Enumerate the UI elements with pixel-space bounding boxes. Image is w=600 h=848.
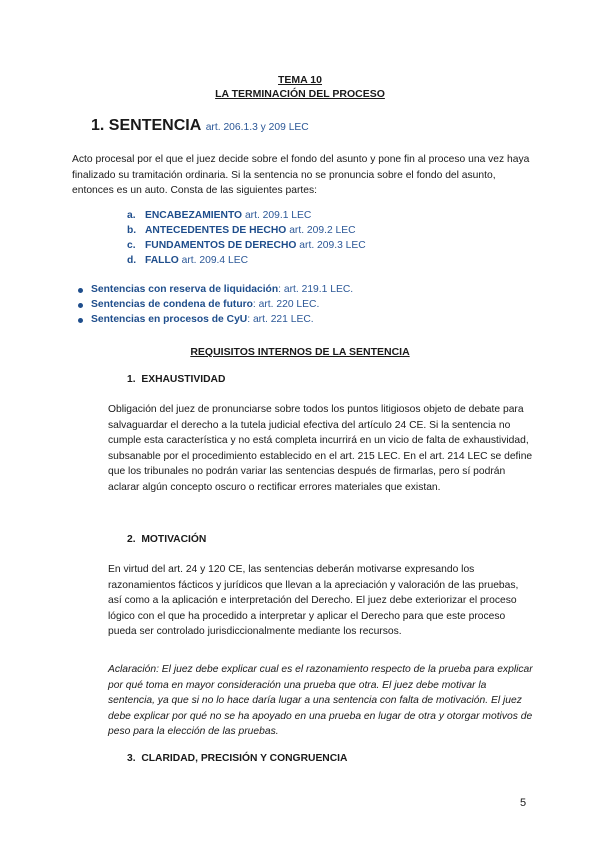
- tema-label: TEMA 10: [278, 74, 322, 86]
- section-ref: art. 206.1.3 y 209 LEC: [205, 122, 309, 133]
- bullet-icon: [78, 318, 83, 323]
- list-item: [127, 210, 311, 225]
- bullet-label: Sentencias de condena de futuro: [91, 299, 253, 310]
- requisito-number: 1.: [127, 374, 136, 385]
- requisito-title: CLARIDAD, PRECISIÓN Y CONGRUENCIA: [141, 753, 348, 764]
- requisito-heading-claridad: [127, 753, 347, 764]
- bullet-icon: [78, 288, 83, 293]
- part-ref: art. 209.4 LEC: [181, 255, 249, 266]
- section-number: 1.: [91, 117, 105, 134]
- list-marker: b.: [127, 225, 137, 236]
- part-ref: art. 209.3 LEC: [299, 240, 366, 251]
- bullet-item: [91, 284, 353, 295]
- page-number: 5: [520, 797, 527, 809]
- page-title: LA TERMINACIÓN DEL PROCESO: [215, 88, 385, 100]
- bullet-icon: [78, 303, 83, 308]
- requisitos-heading: REQUISITOS INTERNOS DE LA SENTENCIA: [190, 346, 410, 358]
- list-marker: c.: [127, 240, 136, 251]
- part-label: FALLO: [145, 255, 179, 266]
- bullet-ref: : art. 221 LEC.: [247, 314, 314, 325]
- bullet-ref: : art. 220 LEC.: [252, 299, 320, 310]
- requisito-title: MOTIVACIÓN: [141, 534, 207, 545]
- list-item: [127, 255, 248, 270]
- part-label: ANTECEDENTES DE HECHO: [145, 225, 287, 236]
- part-ref: art. 209.2 LEC: [289, 225, 356, 236]
- list-marker: d.: [127, 255, 137, 266]
- motivacion-paragraph: En virtud del art. 24 y 120 CE, las sentencias deberán motivarse expresando los razonamientos fácticos y jurídicos que llevan a la apreciación y valoración de las pruebas, así como a la aplicación e interpretación del Derecho. El juez debe exteriorizar el proceso lógico con el que ha procedido a interpretar y aplicar el Derecho para que este proceso pueda ser controlado jurisdiccionalmente mediante los recursos.: [108, 564, 519, 638]
- list-marker: a.: [127, 210, 136, 221]
- list-item: [127, 240, 366, 255]
- bullet-ref: : art. 219.1 LEC.: [278, 284, 354, 295]
- intro-paragraph: Acto procesal por el que el juez decide sobre el fondo del asunto y pone fin al proceso una vez haya finalizado su tramitación ordinaria. Si la sentencia no se pronuncia sobre el fondo del asunto, entonces es un auto. Consta de las siguientes partes:: [72, 154, 530, 197]
- bullet-item: [91, 314, 314, 325]
- section-title: SENTENCIA: [108, 117, 202, 134]
- requisito-heading-exhaustividad: [127, 374, 225, 385]
- exhaustividad-paragraph: Obligación del juez de pronunciarse sobre todos los puntos litigiosos objeto de debate para salvaguardar el derecho a la tutela judicial efectiva del artículo 24 CE. Si la sentencia no cumple esta característica y no está completa incurrirá en un vicio de falta de exhaustividad, subsanable por el procedimiento establecido en el art. 215 LEC. En el art. 214 LEC se define que los tribunales no podrán variar las sentencias después de firmarlas, pero sí podrán aclarar algún concepto oscuro o rectificar errores materiales que existan.: [108, 404, 533, 493]
- motivacion-note: Aclaración: El juez debe explicar cual es el razonamiento respecto de la prueba para explicar por qué toma en mayor consideración una prueba que otra. El juez debe motivar la sentencia, ya que si no lo hace daría lugar a una sentencia con falta de motivación. El juez debe explicar por qué no se ha apoyado en una prueba en lugar de otra y otorgar motivos de peso para la elección de las pruebas.: [108, 664, 533, 738]
- bullet-item: [91, 299, 319, 310]
- bullet-label: Sentencias con reserva de liquidación: [91, 284, 279, 295]
- requisito-heading-motivacion: [127, 534, 206, 545]
- requisito-number: 2.: [127, 534, 136, 545]
- section-heading: [91, 117, 309, 135]
- list-item: [127, 225, 356, 240]
- requisito-title: EXHAUSTIVIDAD: [141, 374, 226, 385]
- part-label: FUNDAMENTOS DE DERECHO: [145, 240, 297, 251]
- part-ref: art. 209.1 LEC: [244, 210, 312, 221]
- part-label: ENCABEZAMIENTO: [145, 210, 243, 221]
- requisito-number: 3.: [127, 753, 136, 764]
- bullet-label: Sentencias en procesos de CyU: [91, 314, 248, 325]
